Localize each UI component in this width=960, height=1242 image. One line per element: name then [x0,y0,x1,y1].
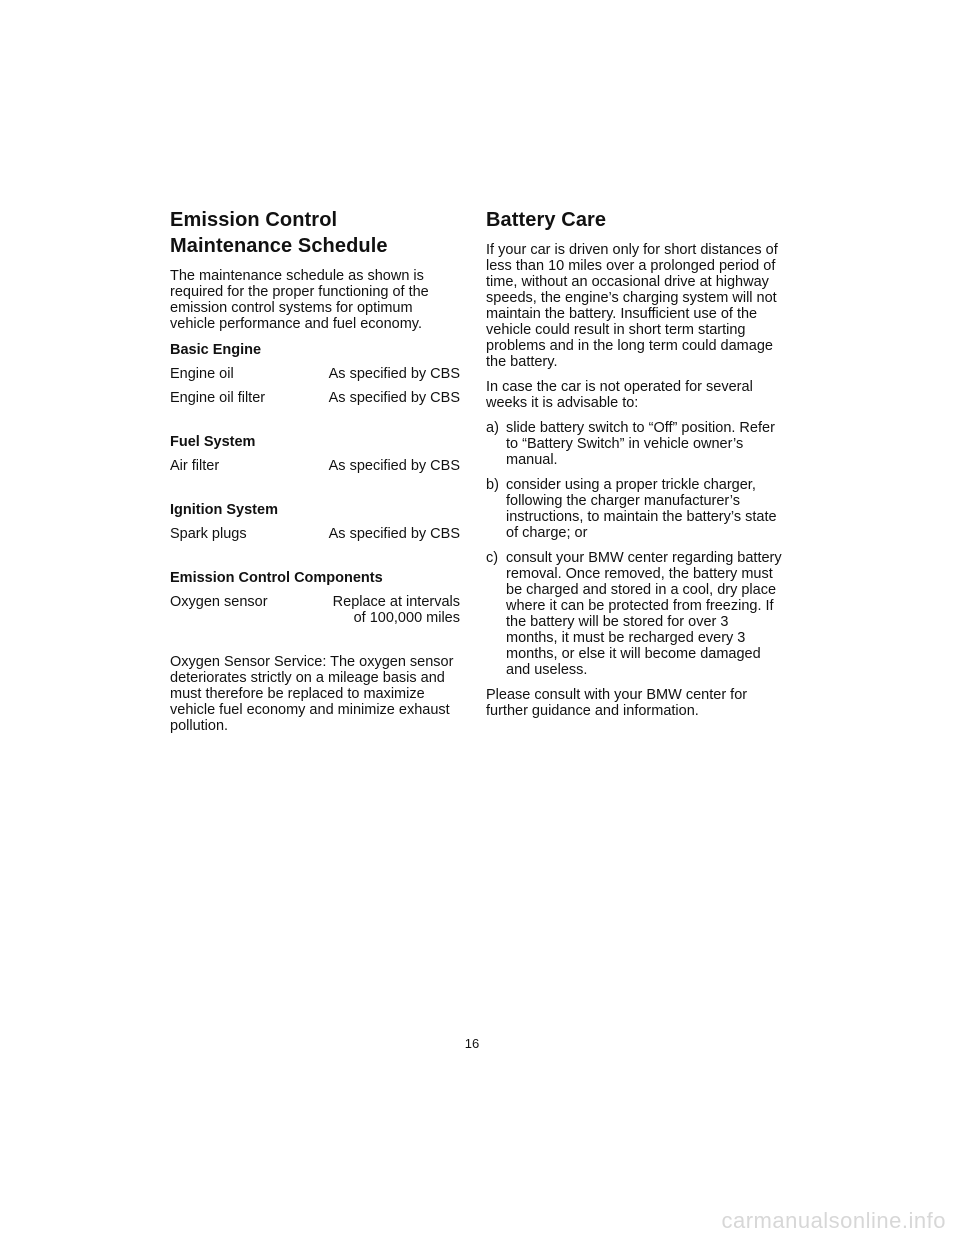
emission-title-line1: Emission Control [170,209,338,231]
group-emission-components [170,570,460,626]
group-title: Ignition System [170,502,278,518]
schedule-row [170,366,460,382]
battery-care-section [486,207,786,719]
schedule-value: As specified by CBS [328,366,460,382]
schedule-item: Engine oil [170,366,234,382]
schedule-row [170,458,460,474]
schedule-row [170,390,460,406]
list-item [486,550,786,678]
group-title: Emission Control Components [170,570,383,586]
schedule-item: Air filter [170,458,220,474]
schedule-row [170,594,460,626]
schedule-item: Spark plugs [170,526,247,542]
group-fuel-system [170,434,460,474]
list-text: consult your BMW center regarding battery removal. Once removed, the battery must be charged and stored in a cool, dry place where it can be protected from freezing. If the battery will be stored for over 3 months, it must be recharged every 3 months, or else it will become damaged and useless. [506,550,782,678]
schedule-item: Oxygen sensor [170,594,268,610]
battery-advice-list [486,420,786,678]
watermark: carmanualsonline.info [721,1208,946,1233]
list-marker: c) [486,550,499,566]
list-text: consider using a proper trickle charger, following the charger manufacturer’s instructions, to maintain the battery’s state of charge; or [506,477,777,541]
emission-title-line2: Maintenance Schedule [170,235,388,257]
list-text: slide battery switch to “Off” position. Refer to “Battery Switch” in vehicle owner’s manual. [506,420,775,468]
schedule-value: As specified by CBS [328,458,460,474]
list-marker: b) [486,477,499,493]
schedule-value: As specified by CBS [328,390,460,406]
schedule-row [170,526,460,542]
schedule-item: Engine oil filter [170,390,266,406]
group-title: Basic Engine [170,342,262,358]
emission-intro: The maintenance schedule as shown is required for the proper functioning of the emission control systems for optimum vehicle performance and fuel economy. [170,268,429,332]
emission-control-section [170,207,460,734]
oxygen-sensor-note: Oxygen Sensor Service: The oxygen sensor deteriorates strictly on a mileage basis and must therefore be replaced to maximize vehicle fuel economy and minimize exhaust pollution. [170,654,454,734]
battery-title: Battery Care [486,209,607,231]
schedule-value: Replace at intervals of 100,000 miles [332,594,460,626]
battery-paragraph-1: If your car is driven only for short distances of less than 10 miles over a prolonged period of time, without an occasional drive at highway speeds, the engine’s charging system will not maintain the battery. Insufficient use of the vehicle could result in short term starting problems and in the long term could damage the battery. [486,242,778,370]
group-basic-engine [170,342,460,406]
page-number: 16 [464,1036,480,1051]
list-marker: a) [486,420,499,436]
group-ignition-system [170,502,460,542]
list-item [486,420,786,468]
battery-paragraph-2: In case the car is not operated for several weeks it is advisable to: [486,379,753,411]
emission-title [170,207,460,259]
battery-closing: Please consult with your BMW center for further guidance and information. [486,687,748,719]
list-item [486,477,786,541]
schedule-value: As specified by CBS [328,526,460,542]
group-title: Fuel System [170,434,256,450]
